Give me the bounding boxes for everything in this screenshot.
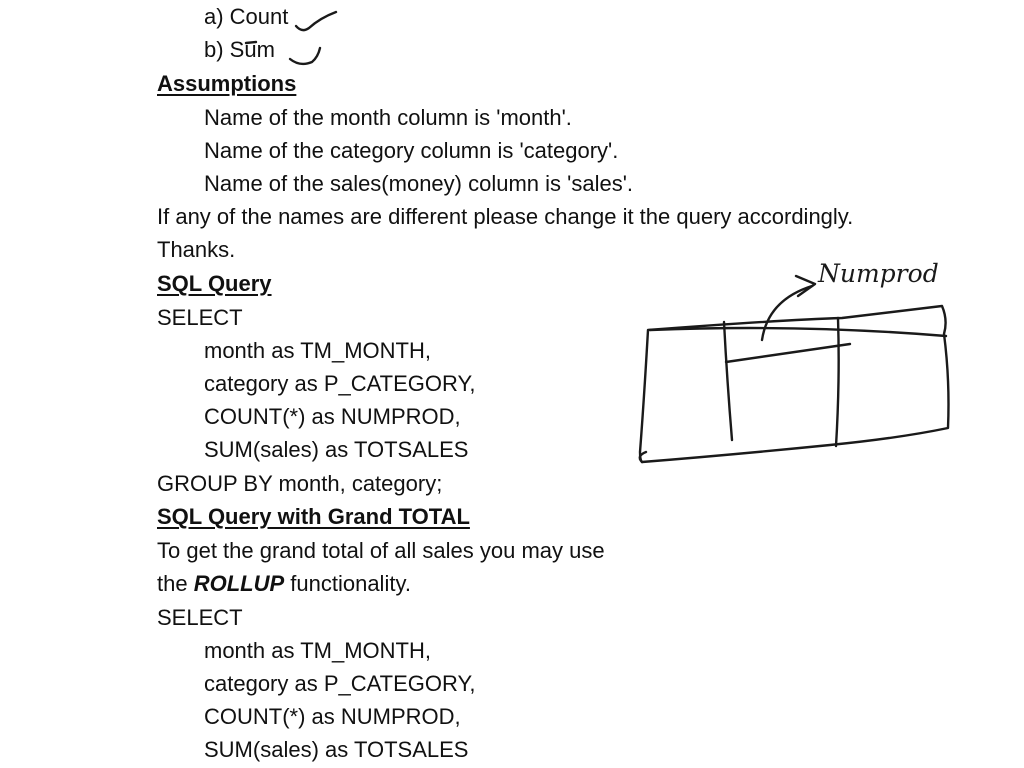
thanks-text: Thanks.: [157, 237, 236, 262]
assumptions-note: If any of the names are different please change it the query accordingly.: [157, 204, 854, 229]
grand-total-column: COUNT(*) as NUMPROD,: [204, 704, 461, 729]
assumptions-heading: Assumptions: [157, 71, 297, 96]
assumption-item: Name of the month column is 'month'.: [204, 105, 572, 130]
sketch-table-inner-top: [650, 328, 946, 336]
grand-total-text: To get the grand total of all sales you may use: [157, 538, 605, 563]
grand-total-text-rollup: [157, 569, 411, 599]
grand-total-column: SUM(sales) as TOTSALES: [204, 737, 469, 762]
sql-column: month as TM_MONTH,: [204, 338, 431, 363]
sql-column: SUM(sales) as TOTSALES: [204, 437, 469, 462]
sketch-table-divider-2: [836, 318, 839, 446]
grand-total-column: month as TM_MONTH,: [204, 638, 431, 663]
rollup-prefix: the: [157, 571, 194, 596]
sketch-table-row-line: [726, 344, 850, 362]
checkmark-sum: [290, 48, 320, 64]
sketch-table-divider-1: [724, 322, 732, 440]
grand-total-column: category as P_CATEGORY,: [204, 671, 476, 696]
sketch-table-outline: [640, 306, 949, 462]
option-sum: b) Sum: [204, 37, 275, 62]
sketch-table-left-edge: [640, 452, 646, 462]
sql-query-heading: SQL Query: [157, 271, 272, 296]
rollup-suffix: functionality.: [284, 571, 411, 596]
checkmark-count: [296, 12, 336, 30]
grand-total-select: SELECT: [157, 605, 243, 630]
annotation-arrow-head: [796, 276, 815, 296]
rollup-keyword: ROLLUP: [193, 571, 285, 596]
annotation-arrow: [762, 286, 812, 340]
assumption-item: Name of the sales(money) column is 'sales'.: [204, 171, 634, 196]
assumption-item: Name of the category column is 'category'.: [204, 138, 619, 163]
annotation-numprod-label: Numprod: [818, 259, 939, 288]
option-count: a) Count: [204, 4, 289, 29]
sql-group-by: GROUP BY month, category;: [157, 471, 443, 496]
sql-select: SELECT: [157, 305, 243, 330]
sql-column: category as P_CATEGORY,: [204, 371, 476, 396]
grand-total-heading: SQL Query with Grand TOTAL: [157, 504, 470, 529]
sql-column: COUNT(*) as NUMPROD,: [204, 404, 461, 429]
